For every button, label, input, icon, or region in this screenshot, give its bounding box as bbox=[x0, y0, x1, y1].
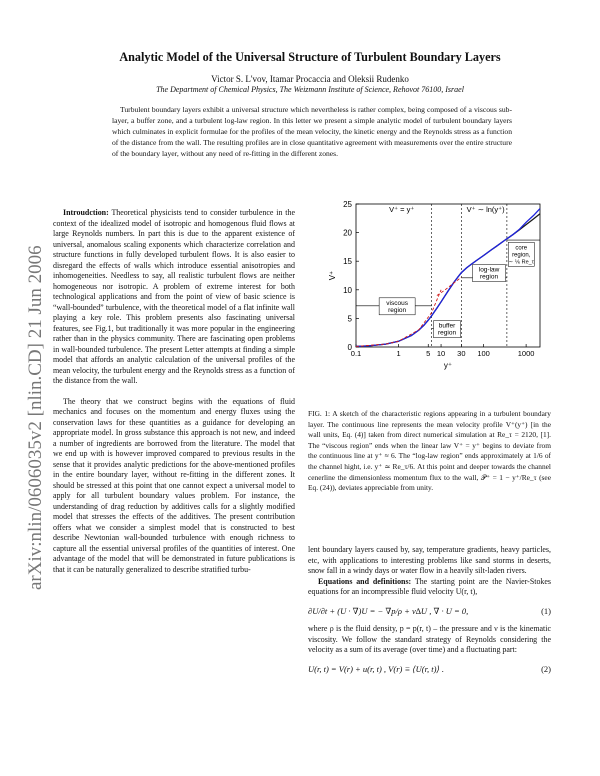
equations-paragraph bbox=[308, 577, 551, 598]
intro-heading: Introudction: bbox=[63, 208, 109, 217]
intro-text: Theoretical physicists tend to consider turbulence in the context of the idealized model of isotropic and homogenous fluid flows at large Reynolds numbers. In part this is due to the apparent existence of universal, anomalous scaling exponents which characterize correlation and structure functions in fully developed turbulent flows. It is also easier to disregard the effects of walls which introduce essential anisotropies and inhomogeneities. Needless to say, all realistic turbulent flows are neither homogeneous nor isotropic. A problem of extreme interest for both technological applications and from the point of view of basic science is “wall-bounded” turbulence, with the theoretical model of a flat infinite wall playing a key role. This problem presents also fascinating universal features, see Fig.1, but traditionally it was more popular in the engineering rather than in the physics community. There are fascinating open problems in wall-bounded turbulence. The present Letter attempts at finding a simple model that affords an analytic calculation of the universal profiles of the mean velocity, the turbulent energy and the Reynolds stress as a function of the distance from the wall. bbox=[53, 208, 295, 385]
viscous-law-label: V⁺ = y⁺ bbox=[389, 205, 415, 215]
x-tick-label: 0.1 bbox=[350, 349, 362, 358]
arxiv-id: arXiv:nlin/0606035v2 [nlin.CD] 21 Jun 2006 bbox=[25, 245, 46, 590]
x-tick-label: 10 bbox=[436, 349, 446, 358]
core-region-label: core bbox=[515, 245, 528, 252]
viscous-region-label: region bbox=[388, 306, 407, 314]
equation-1-number: (1) bbox=[541, 605, 551, 616]
continued-paragraph: lent boundary layers caused by, say, temperature gradients, heavy particles, etc, with applications to interesting problems like sand storms in deserts, snow fall in a windy days or water flow in a heavily silt-laden rivers. bbox=[308, 545, 551, 575]
viscous-region-label: viscous bbox=[386, 299, 408, 307]
equations-intro: The starting point are the Navier-Stokes equations for an incompressible fluid velocity U(r, t), bbox=[308, 576, 551, 596]
equation-1-body: ∂U/∂t + (U · ∇)U = − ∇p/ρ + ν∆U , ∇ · U = 0, bbox=[308, 605, 469, 616]
buffer-region-label: buffer bbox=[438, 322, 456, 330]
figure-caption: FIG. 1: A sketch of the characteristic regions appearing in a turbulent boundary layer. The continuous line represents the mean velocity profile V⁺(y⁺) [in the wall units, Eq. (4)] taken from direct numerical simulation at Re_τ = 2120, [1]. The “viscous region” ends when the linear law V⁺ = y⁺ begins to deviate from the continuous line at y⁺ ≈ 6. The “log-law region” ends approximately at 1/6 of the channel hight, i.e. y⁺ ≃ Re_τ/6. At this point and deeper towards the channel cenerline the dimensionless momentum flux to the wall, 𝒫⁺ = 1 − y⁺/Re_τ (see Eq. (24)), deviates appreciable from unity. bbox=[308, 409, 551, 493]
log-law-label: V⁺ ∼ ln(y⁺) bbox=[466, 205, 505, 215]
intro-paragraph bbox=[53, 208, 295, 387]
y-tick-label: 10 bbox=[343, 285, 352, 295]
y-tick-label: 0 bbox=[347, 343, 352, 352]
series-line-3 bbox=[437, 277, 462, 295]
equations-heading: Equations and definitions: bbox=[318, 576, 412, 586]
y-tick-label: 5 bbox=[347, 314, 352, 324]
paper-authors: Victor S. L'vov, Itamar Procaccia and Oleksii Rudenko bbox=[211, 74, 409, 84]
paper-title: Analytic Model of the Universal Structure of Turbulent Boundary Layers bbox=[119, 50, 501, 64]
x-tick-label: 1 bbox=[396, 349, 401, 358]
x-tick-label: 1000 bbox=[517, 349, 535, 358]
x-axis-label: y⁺ bbox=[443, 361, 453, 370]
velocity-profile-chart bbox=[326, 194, 556, 379]
x-tick-label: 100 bbox=[477, 349, 490, 358]
loglaw-region-label: region bbox=[480, 273, 499, 281]
left-column bbox=[53, 208, 295, 575]
equation-2 bbox=[308, 664, 551, 675]
equation-2-body: U(r, t) = V(r) + u(r, t) , V(r) ≡ ⟨U(r, t)⟩ . bbox=[308, 663, 444, 674]
loglaw-region-label: log-law bbox=[478, 266, 500, 274]
x-tick-label: 5 bbox=[426, 349, 431, 358]
equation-1 bbox=[308, 606, 551, 617]
y-tick-label: 15 bbox=[343, 257, 352, 267]
buffer-region-label: region bbox=[437, 329, 457, 337]
figure-1 bbox=[326, 194, 556, 384]
y-tick-label: 25 bbox=[343, 200, 352, 209]
paper-affiliation: The Department of Chemical Physics, The Weizmann Institute of Science, Rehovot 76100, Israel bbox=[156, 85, 464, 94]
y-axis-label: V⁺ bbox=[328, 270, 337, 281]
core-region-label: ∼ ⅙ Re_τ bbox=[508, 259, 534, 266]
paper-abstract: Turbulent boundary layers exhibit a universal structure which nevertheless is rather complex, being composed of a viscous sub-layer, a buffer zone, and a turbulent log-law region. In this letter we present a simple analytic model of turbulent boundary layers which culminates in explicit formulae for the profiles of the mean velocity, the kinetic energy and the Reynolds stress as a function of the distance from the wall. The resulting profiles are in close quantitative agreement with measurements over the entire structure of the boundary layer, without any need of re-fitting in the different zones. bbox=[112, 105, 512, 158]
y-tick-label: 20 bbox=[343, 228, 352, 238]
after-eq1-paragraph: where ρ is the fluid density, p = p(r, t) – the pressure and ν is the kinematic viscosity. We follow the standard strategy of Reynolds considering the velocity as a sum of its average (over time) and a fluctuating part: bbox=[308, 624, 551, 654]
theory-paragraph: The theory that we construct begins with the equations of fluid mechanics and focuses on the momentum and energy fluxes using the conservation laws for these quantities as a guidance for developing an appropriate model. In gross substance this approach is not new, and indeed a number of ingredients are borrowed from the literature. The model that we end up with is however improved compared to previous results in the sense that it provides analytic predictions for the above-mentioned profiles in the entire boundary layer, without re-fitting in the different zones. It should be stressed at this point that one cannot expect a universal model to apply for all turbulent boundary values problem. For instance, the understanding of drag reduction by additives calls for a slightly modified model that stresses the effects of the additives. The present contribution offers what we consider a simplest model that is constructed to best describe Newtonian wall-bounded turbulence with enough richness to capture all the essential universal profiles of the quantities of interest. One advantage of the model that will be demonstrated in future publications is that it can be naturally generalized to describe stratified turbu- bbox=[53, 396, 295, 574]
x-tick-label: 30 bbox=[457, 349, 466, 358]
right-column bbox=[308, 545, 551, 682]
equation-2-number: (2) bbox=[541, 663, 551, 674]
core-region-label: region, bbox=[512, 252, 531, 259]
